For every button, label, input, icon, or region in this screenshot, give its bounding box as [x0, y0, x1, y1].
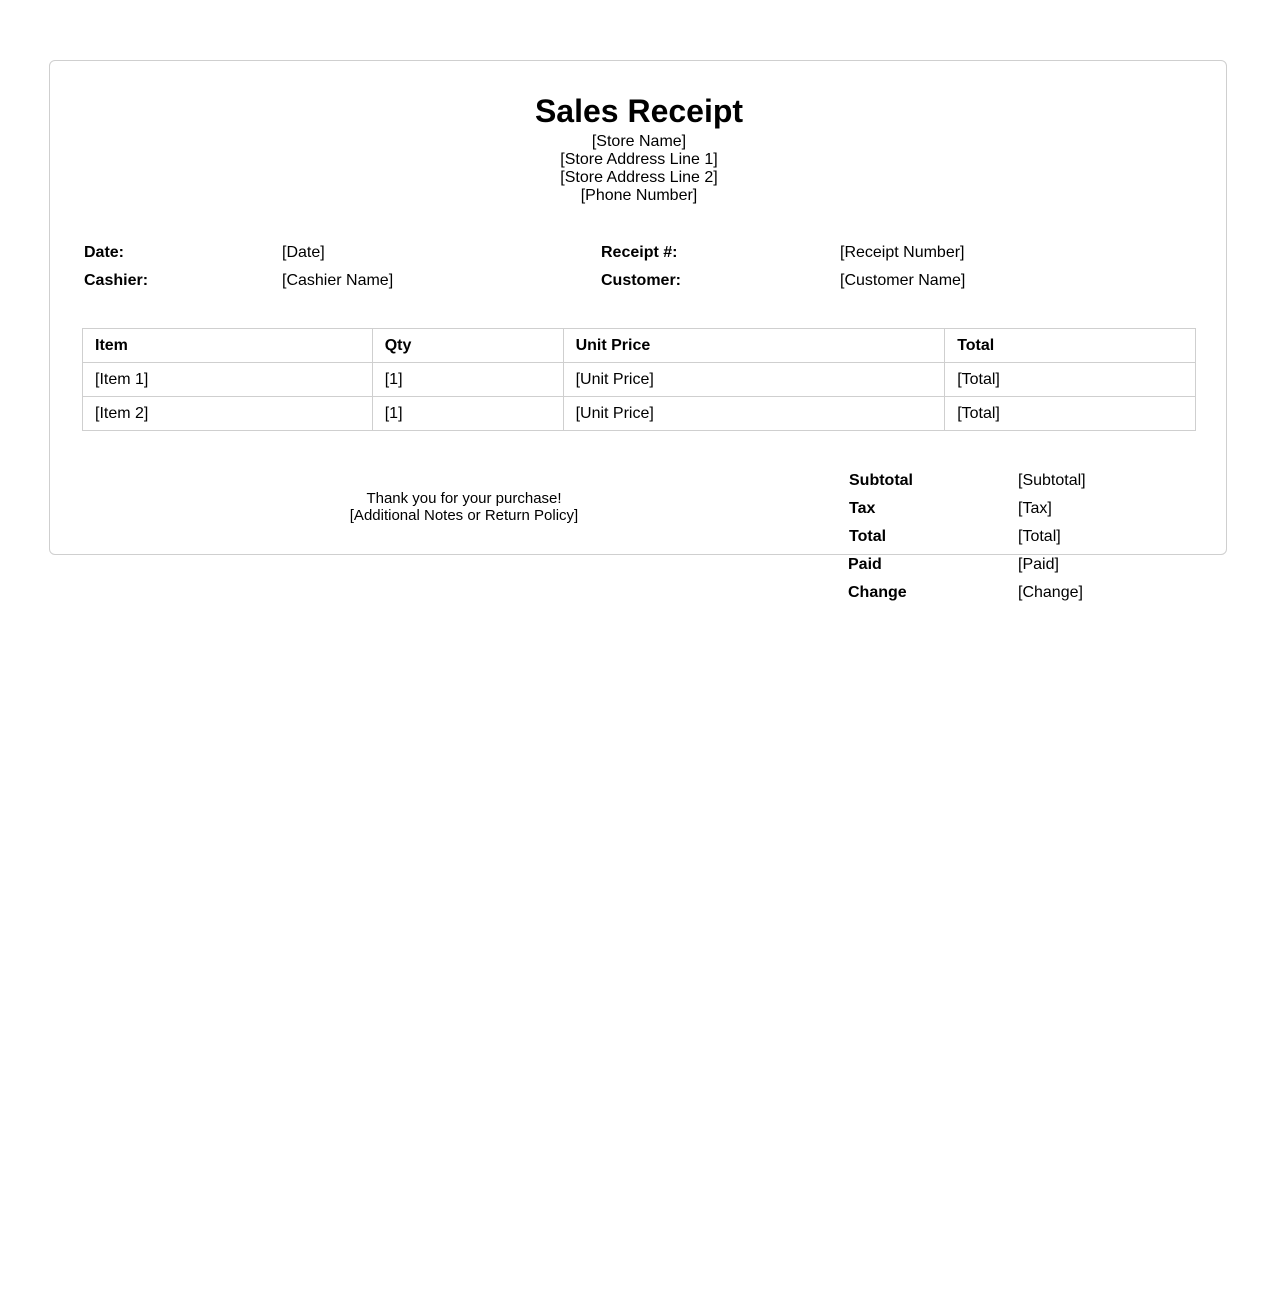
notes-text: [Additional Notes or Return Policy]	[349, 507, 579, 524]
unit-price-cell: [Unit Price]	[563, 363, 945, 397]
change-label: Change	[848, 584, 907, 601]
qty-cell: [1]	[372, 397, 563, 431]
unit-price-cell: [Unit Price]	[563, 397, 945, 431]
store-address-line-2: [Store Address Line 2]	[560, 169, 718, 186]
column-header-unit-price: Unit Price	[563, 329, 945, 363]
paid-label: Paid	[848, 556, 882, 573]
qty-cell: [1]	[372, 363, 563, 397]
footer-message	[300, 490, 628, 524]
items-table	[82, 328, 1196, 431]
column-header-total: Total	[945, 329, 1196, 363]
store-phone: [Phone Number]	[580, 187, 698, 204]
tax-value: [Tax]	[1018, 500, 1052, 517]
column-header-qty: Qty	[372, 329, 563, 363]
column-header-item: Item	[83, 329, 373, 363]
total-cell: [Total]	[945, 363, 1196, 397]
subtotal-value: [Subtotal]	[1018, 472, 1086, 489]
date-label: Date:	[84, 244, 125, 261]
item-cell: [Item 1]	[83, 363, 373, 397]
receipt-number-value: [Receipt Number]	[840, 244, 965, 261]
store-name: [Store Name]	[591, 133, 687, 150]
subtotal-label: Subtotal	[849, 472, 913, 489]
customer-label: Customer:	[601, 272, 682, 289]
store-info	[0, 133, 1278, 205]
customer-value: [Customer Name]	[840, 272, 966, 289]
store-address-line-1: [Store Address Line 1]	[560, 151, 718, 168]
item-cell: [Item 2]	[83, 397, 373, 431]
table-row	[83, 363, 1196, 397]
date-value: [Date]	[282, 244, 325, 261]
cashier-value: [Cashier Name]	[282, 272, 394, 289]
total-label: Total	[849, 528, 887, 545]
cashier-label: Cashier:	[84, 272, 149, 289]
table-header-row	[83, 329, 1196, 363]
tax-label: Tax	[849, 500, 876, 517]
paid-value: [Paid]	[1018, 556, 1059, 573]
change-value: [Change]	[1018, 584, 1083, 601]
receipt-number-label: Receipt #:	[601, 244, 678, 261]
receipt-title: Sales Receipt	[534, 93, 744, 129]
thank-you-text: Thank you for your purchase!	[366, 490, 562, 507]
table-row	[83, 397, 1196, 431]
total-value: [Total]	[1018, 528, 1061, 545]
total-cell: [Total]	[945, 397, 1196, 431]
